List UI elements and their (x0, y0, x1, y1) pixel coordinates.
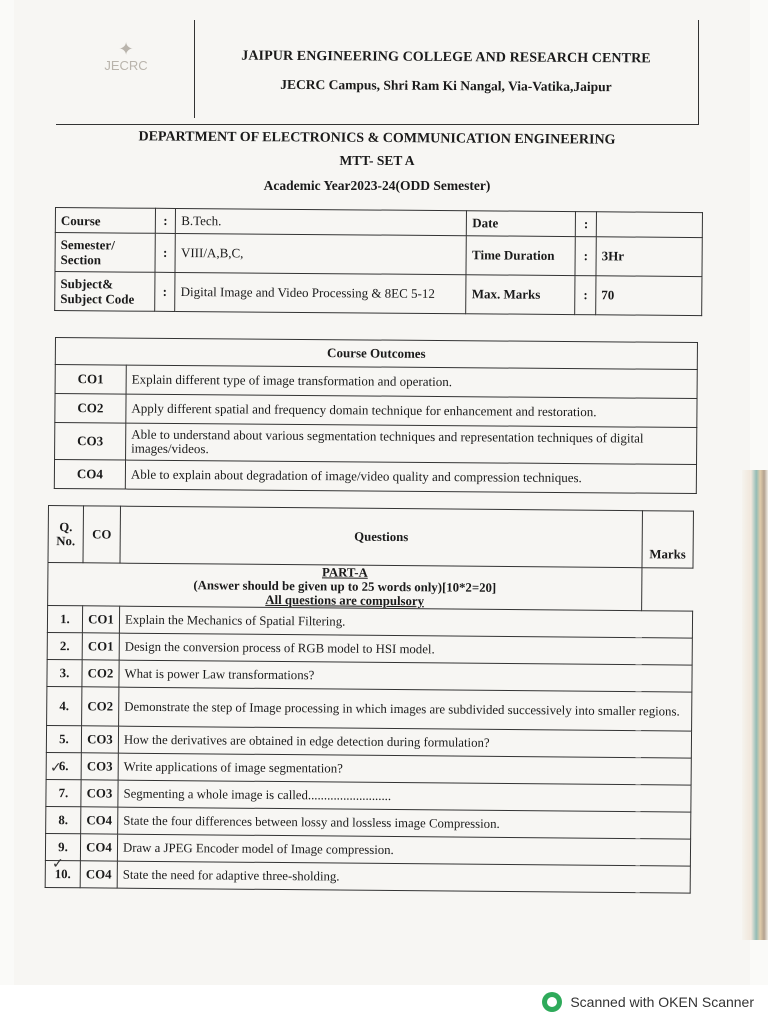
part-instruction: (Answer should be given up to 25 words only)[10*2=20] (193, 578, 497, 595)
course-outcomes-heading: Course Outcomes (55, 338, 697, 370)
question-co: CO4 (80, 834, 117, 861)
semester-value: VIII/A,B,C, (175, 233, 466, 274)
course-outcomes-table (54, 337, 698, 494)
part-title: PART-A (321, 565, 368, 580)
question-co: CO3 (81, 726, 118, 753)
scanner-watermark-text: Scanned with OKEN Scanner (570, 994, 754, 1010)
semester-label (55, 233, 155, 273)
question-text: How the derivatives are obtained in edge detection during formulation? (118, 726, 691, 758)
course-label: Course (55, 208, 155, 234)
course-outcome-id: CO2 (55, 394, 126, 424)
question-number: 7. (46, 779, 81, 806)
college-name: JAIPUR ENGINEERING COLLEGE AND RESEARCH CENTRE (241, 48, 651, 67)
question-text: State the four differences between lossy and lossless image Compression. (118, 807, 691, 839)
colon: : (576, 212, 597, 237)
qno-column-header: Q. No. (48, 506, 83, 563)
part-a-row (48, 563, 693, 612)
question-text: Draw a JPEG Encoder model of Image compression. (117, 834, 690, 866)
question-number: 5. (46, 725, 81, 752)
course-outcome-id: CO1 (55, 365, 126, 395)
course-outcome-text: Able to explain about degradation of image/video quality and compression techniques. (125, 460, 696, 493)
question-number: 3. (47, 659, 82, 686)
course-value: B.Tech. (176, 208, 467, 235)
colon: : (575, 237, 596, 276)
time-duration-label: Time Duration (466, 236, 575, 276)
question-text: Segmenting a whole image is called.......................... (118, 780, 691, 812)
questions-header-row (48, 506, 693, 569)
pen-tick-mark-icon: ✓ (50, 760, 62, 776)
college-logo-icon: ✦ JECRC (100, 40, 152, 100)
colon: : (575, 276, 596, 315)
department-title: DEPARTMENT OF ELECTRONICS & COMMUNICATION ENGINEERING (138, 129, 616, 148)
question-number: 1. (47, 606, 82, 633)
set-name: MTT- SET A (339, 153, 415, 168)
exam-info-table (54, 207, 703, 316)
subject-label (55, 272, 155, 312)
oken-scanner-logo-icon (542, 992, 562, 1012)
date-label: Date (467, 211, 576, 237)
semester-label-line1: Semester/ (60, 237, 115, 253)
pen-tick-mark-icon: ✓ (52, 856, 64, 872)
subject-value: Digital Image and Video Processing & 8EC 5-12 (175, 272, 466, 313)
question-co: CO3 (81, 780, 118, 807)
question-number: 2. (47, 632, 82, 659)
course-outcome-row (54, 460, 696, 494)
questions-column-header: Questions (120, 506, 642, 568)
question-co: CO4 (81, 807, 118, 834)
college-address: JECRC Campus, Shri Ram Ki Nangal, Via-Vatika,Jaipur (280, 76, 612, 95)
info-row-subject (55, 272, 702, 316)
question-text: What is power Law transformations? (119, 660, 692, 692)
question-number: 9. (45, 833, 80, 860)
question-row (45, 860, 690, 893)
question-co: CO1 (82, 606, 119, 633)
question-text: Explain the Mechanics of Spatial Filtering. (119, 606, 692, 638)
question-co: CO3 (81, 753, 118, 780)
logo-box (56, 20, 195, 118)
question-text: Demonstrate the step of Image processing in which images are subdivided successively into smaller regions. (119, 687, 692, 731)
question-co: CO2 (82, 687, 119, 726)
questions-table (45, 505, 694, 894)
course-outcome-text: Apply different spatial and frequency domain technique for enhancement and restoration. (126, 394, 697, 427)
question-number: 6. (46, 752, 81, 779)
question-co: CO2 (82, 660, 119, 687)
colon: : (155, 233, 176, 272)
semester-label-line2: Section (60, 252, 102, 268)
academic-year: Academic Year2023-24(ODD Semester) (263, 178, 491, 193)
logo-text: JECRC (104, 58, 148, 73)
part-note: All questions are compulsory (265, 592, 425, 609)
subject-label-line1: Subject& (60, 276, 114, 292)
blank-cell (642, 568, 693, 611)
marks-column-header: Marks (642, 511, 693, 568)
question-text: Design the conversion process of RGB model to HSI model. (119, 633, 692, 665)
question-text: Write applications of image segmentation? (118, 753, 691, 785)
part-a-header (48, 563, 642, 611)
colon: : (154, 272, 175, 311)
colon: : (155, 208, 176, 233)
max-marks-value: 70 (596, 276, 702, 316)
course-outcome-id: CO3 (55, 423, 126, 461)
course-outcome-row (55, 423, 697, 465)
co-column-header: CO (83, 506, 120, 563)
question-co: CO4 (80, 861, 117, 888)
course-outcome-text: Able to understand about various segmentation techniques and representation techniques of digital images/videos. (126, 423, 697, 464)
question-row (47, 686, 692, 731)
course-outcome-id: CO4 (54, 460, 125, 490)
question-text: State the need for adaptive three-sholding. (117, 861, 690, 893)
question-number: 4. (47, 686, 82, 725)
max-marks-label: Max. Marks (466, 275, 575, 315)
time-duration-value: 3Hr (596, 237, 702, 277)
date-value (596, 212, 702, 238)
subject-label-line2: Subject Code (60, 291, 135, 307)
question-number: 10. (45, 860, 80, 887)
question-co: CO1 (82, 633, 119, 660)
scanner-watermark (542, 990, 754, 1014)
course-outcome-text: Explain different type of image transformation and operation. (126, 365, 697, 398)
background-fabric (742, 470, 768, 940)
info-row-semester (55, 233, 702, 277)
question-number: 8. (46, 806, 81, 833)
